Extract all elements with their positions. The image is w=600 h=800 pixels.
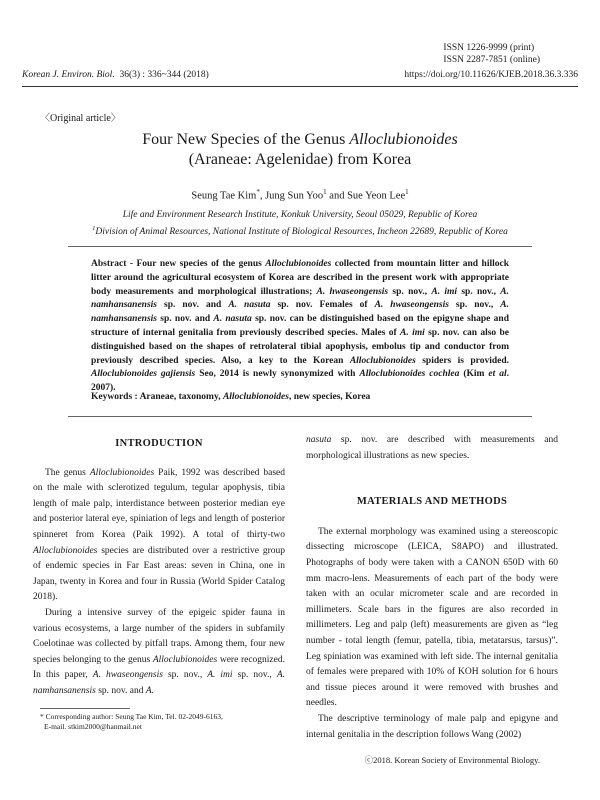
keywords-label: Keywords : — [91, 392, 140, 402]
methods-paragraph-1: The external morphology was examined using a stereoscopic dissecting microscope (LEICA, S8APO) and illustrated. Photographs of body were taken with a CANON 650D with 60 mm macro-lens. Measurements of each part of the body were taken with an ocular micrometer scale and are recorded in millimeters. Scale bars in the figures are also recorded in millimeters. Leg and palp (left) measurements are given as “leg number - total length (femur, patella, tibia, metatarsus, tarsus)”. Leg spiniation was examined with left side. The internal genitalia of females were prepared with 10% of KOH solution for 6 hours and tissue pieces around it were removed with brushes and needles. — [306, 526, 558, 709]
author-2: Jung Sun Yoo — [265, 190, 324, 202]
intro-paragraph-2: During a intensive survey of the epigeic spider fauna in various ecosystems, a large number of the spiders in subfamily Coelotinae was collected by pitfall traps. Among them, four new species belonging to the genus Alloclubionoides were recognized. In this paper, A. hwaseongensis sp. nov., A. imi sp. nov., A. namhansanensis sp. nov. and A. — [33, 607, 285, 696]
affiliation-2: $^1$Division of Animal Resources, National Institute of Biological Resources, Incheon 22689, Republic of Korea — [92, 225, 508, 238]
intro-paragraph-1: The genus Alloclubionoides Paik, 1992 was described based on the male with sclerotized tegulum, tegular apophysis, tibia length of male palp, interdistance between posterior median eye and posterior lateral eye, spiniation of legs and length of posterior spinneret from Korea (Paik 1992). A total of thirty-two Alloclubionoides species are distributed over a restrictive group of endemic species in Far East areas: seven in China, one in Japan, twenty in Korea and four in Russia (World Spider Catalog 2018). — [33, 467, 285, 603]
journal-header — [22, 70, 578, 84]
keywords: Keywords : Araneae, taxonomy, Alloclubionoides, new species, Korea — [91, 392, 371, 402]
abstract-label: Abstract — [91, 259, 127, 269]
doi-link[interactable]: https://doi.org/10.11626/KJEB.2018.36.3.336 — [404, 70, 578, 80]
author-list: Seung Tae Kim*, Jung Sun Yoo$^1$ and Sue Yeon Lee$^1$ — [191, 188, 409, 202]
corresponding-author-footnote: * Corresponding author: Seung Tae Kim, Tel. 02-2049-6163, E-mail. stkim2000@hanmail.net — [40, 712, 223, 731]
issn-print: ISSN 1226-9999 (print) — [443, 43, 535, 53]
issn-online: ISSN 2287-7851 (online) — [443, 55, 540, 65]
footnote-email: E-mail. stkim2000@hanmail.net — [44, 722, 142, 731]
title-genus: Alloclubionoides — [349, 131, 458, 148]
footnote-rule — [40, 708, 130, 709]
affiliation-2-mark: 1 — [92, 225, 96, 232]
abstract: Abstract - Four new species of the genus Alloclubionoides collected from mountain litter and hillock litter around the agricultural ecosystem of Korea are described in the present work with appropriate body measurements and morphological illustrations; A. hwaseongensis sp. nov., A. imi sp. nov., A. namhansanensis sp. nov. and A. nasuta sp. nov. Females of A. hwaseongensis sp. nov., A. namhansanensis sp. nov. and A. nasuta sp. nov. can be distinguished based on the epigyne shape and structure of internal genitalia from previously described species. Males of A. imi sp. nov. can also be distinguished based on the shapes of retrolateral tibial apophysis, embolus tip and conductor from previously described species. Also, a key to the Korean Alloclubionoides spiders is provided. Alloclubionoides gajiensis Seo, 2014 is newly synonymized with Alloclubionoides cochlea (Kim et al. 2007). — [91, 259, 509, 394]
introduction-heading: INTRODUCTION — [115, 438, 203, 449]
abstract-bottom-rule — [68, 416, 532, 417]
copyright-notice: ⓒ2018. Korean Society of Environmental Biology. — [364, 755, 540, 765]
author-3-mark: 1 — [405, 188, 409, 196]
issn-block — [443, 42, 540, 66]
author-3: Sue Yeon Lee — [347, 190, 406, 202]
abstract-top-rule — [68, 246, 532, 247]
article-type: 〈Original article〉 — [40, 113, 121, 124]
intro-continuation: nasuta sp. nov. are described with measurements and morphological illustrations as new species. — [306, 435, 558, 461]
left-column — [33, 436, 285, 700]
journal-citation — [22, 70, 209, 80]
header-rule — [22, 86, 578, 87]
paper-title — [0, 130, 600, 170]
journal-volume: 36(3) : 336~344 (2018) — [119, 70, 209, 80]
author-1-mark: * — [256, 188, 260, 196]
title-line-1: Four New Species of the Genus Alloclubionoides — [142, 131, 458, 148]
methods-heading: MATERIALS AND METHODS — [356, 496, 508, 508]
title-line-2: (Araneae: Agelenidae) from Korea — [188, 151, 412, 168]
journal-name: Korean J. Environ. Biol. — [22, 70, 115, 80]
methods-paragraph-2: The descriptive terminology of male palp and epigyne and internal genitalia in the description follows Wang (2002) — [306, 713, 558, 740]
right-column — [306, 433, 558, 743]
author-1: Seung Tae Kim — [191, 190, 257, 202]
author-2-mark: 1 — [323, 188, 327, 196]
affiliation-1: Life and Environment Research Institute, Konkuk University, Seoul 05029, Republic of Korea — [122, 210, 478, 220]
